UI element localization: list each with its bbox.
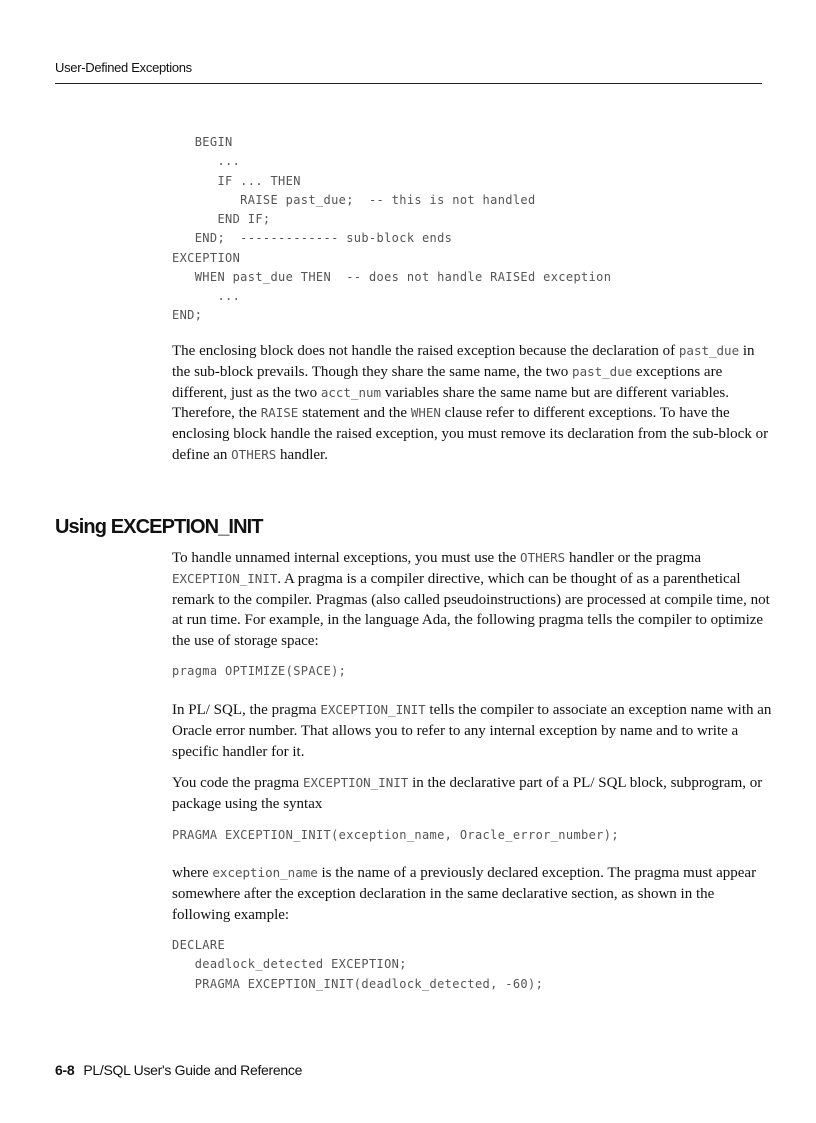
paragraph-syntax-intro <box>172 773 772 815</box>
section-heading: Using EXCEPTION_INIT <box>55 516 263 538</box>
code-line: ... <box>172 289 241 303</box>
paragraph-enclosing-block <box>172 341 772 466</box>
inline-code: EXCEPTION_INIT <box>302 775 409 790</box>
code-line: PRAGMA EXCEPTION_INIT(exception_name, Oracle_error_number); <box>172 828 619 842</box>
inline-code: RAISE <box>260 405 299 421</box>
text: variables share the same name but are different variables. Therefore, the <box>172 384 729 422</box>
inline-code: WHEN <box>410 405 441 421</box>
code-line: IF ... THEN <box>172 173 301 188</box>
text: You code the pragma <box>172 775 303 791</box>
inline-code: past_due <box>572 363 633 379</box>
text: in the declarative part of a PL/ SQL block, subprogram, or package using the syntax <box>172 775 763 812</box>
text: tells the compiler to associate an exception name with an Oracle error number. That allows you to refer to any internal exception by name and to write a specific handler for it. <box>172 702 772 760</box>
inline-code: exception_name <box>212 865 318 880</box>
book-title: PL/SQL User's Guide and Reference <box>83 1062 303 1078</box>
code-line: END IF; <box>172 212 271 226</box>
inline-code: EXCEPTION_INIT <box>320 702 426 717</box>
text: statement and the <box>298 405 411 422</box>
code-line: deadlock_detected EXCEPTION; <box>172 957 407 972</box>
page-footer <box>55 1061 302 1079</box>
text: where <box>172 865 213 881</box>
text: handler. <box>276 446 328 463</box>
code-line: WHEN past_due THEN -- does not handle RAISEd exception <box>172 269 612 284</box>
code-line: pragma OPTIMIZE(SPACE); <box>172 664 347 678</box>
code-line: PRAGMA EXCEPTION_INIT(deadlock_detected, -60); <box>172 976 544 991</box>
text: clause refer to different exceptions. To have the enclosing block handle the raised exception, you must remove its declaration from the sub-block or define an <box>172 405 769 463</box>
text: in the sub-block prevails. Though they share the same name, the two <box>172 343 755 380</box>
paragraph-pragma-intro <box>172 548 772 652</box>
inline-code: OTHERS <box>520 550 566 565</box>
code-block-optimize <box>172 662 346 681</box>
code-line: EXCEPTION <box>172 250 241 265</box>
text: The enclosing block does not handle the raised exception because the declaration of <box>172 343 679 359</box>
text: is the name of a previously declared exception. The pragma must appear somewhere after the exception declaration in the same declarative section, as shown in the following example: <box>172 865 757 923</box>
text: exceptions are different, just as the two <box>172 363 723 401</box>
running-header <box>55 59 762 84</box>
code-line: ... <box>172 154 241 169</box>
text: In PL/ SQL, the pragma <box>172 702 321 718</box>
inline-code: EXCEPTION_INIT <box>172 570 278 586</box>
code-block-nested-blocks <box>172 133 611 326</box>
code-block-example <box>172 936 543 994</box>
paragraph-exception-init <box>172 700 772 762</box>
text: To handle unnamed internal exceptions, you must use the <box>172 550 521 566</box>
inline-code: past_due <box>678 343 740 358</box>
code-line: END; ------------- sub-block ends <box>172 231 453 246</box>
paragraph-where <box>172 863 772 925</box>
running-title: User-Defined Exceptions <box>55 60 192 75</box>
code-line: END; <box>172 308 203 323</box>
text: handler or the pragma <box>565 550 701 566</box>
inline-code: OTHERS <box>231 446 277 462</box>
inline-code: acct_num <box>320 384 382 400</box>
code-line: BEGIN <box>172 135 233 149</box>
page-number: 6-8 <box>55 1062 75 1078</box>
text: . A pragma is a compiler directive, which can be thought of as a parenthetical remark to the compiler. Pragmas (also called pseudoinstructions) are processed at compile time, not at run time. For example, in the language Ada, the following pragma tells the compiler to optimize the use of storage space: <box>172 570 770 650</box>
code-line: DECLARE <box>172 938 226 952</box>
code-block-syntax <box>172 826 619 845</box>
code-line: RAISE past_due; -- this is not handled <box>172 192 536 207</box>
